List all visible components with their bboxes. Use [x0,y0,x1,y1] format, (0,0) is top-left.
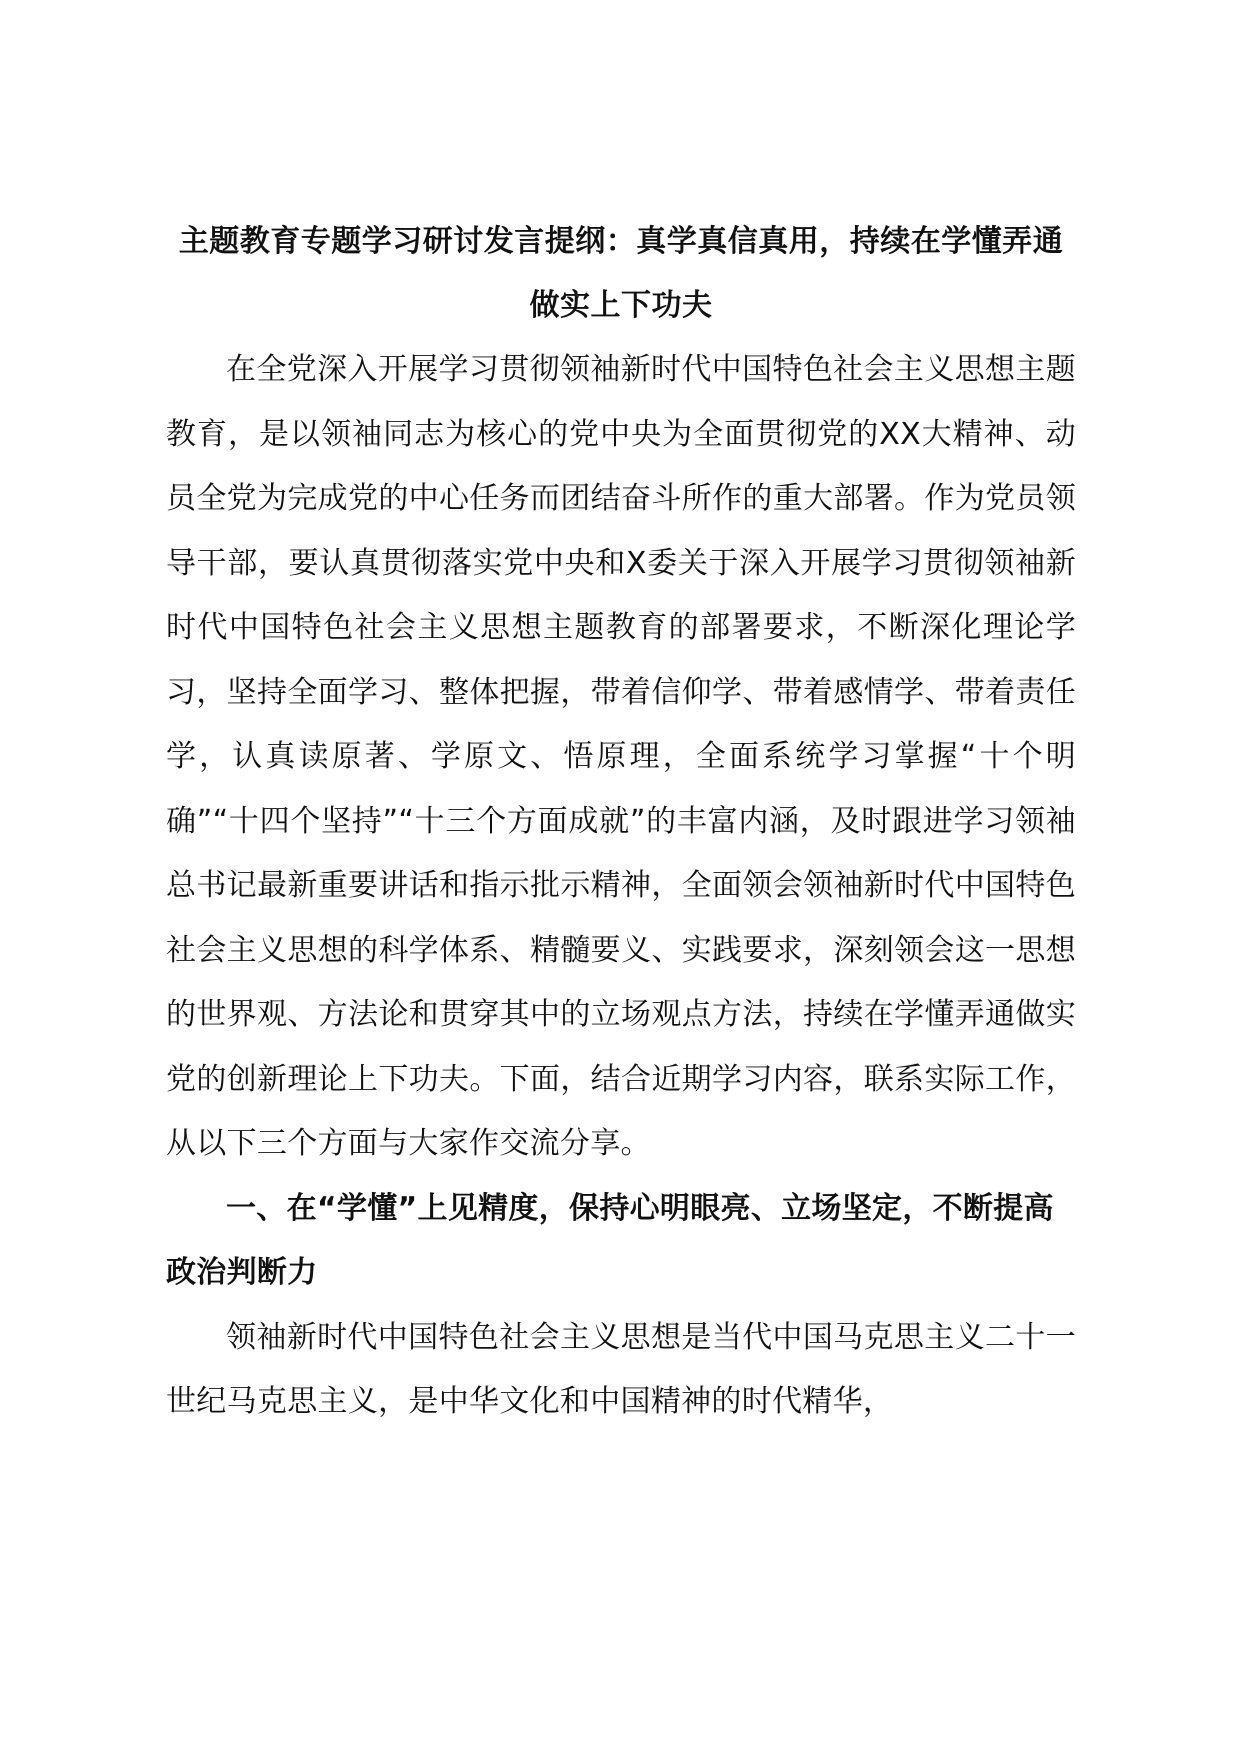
section-heading-1: 一、在“学懂”上见精度，保持心明眼亮、立场坚定，不断提高政治判断力 [166,1190,1054,1290]
document-title: 主题教育专题学习研讨发言提纲：真学真信真用，持续在学懂弄通做实上下功夫 [178,224,1064,323]
document-body [166,210,1076,1435]
section-1-paragraph: 领袖新时代中国特色社会主义思想是当代中国马克思主义二十一世纪马克思主义，是中华文化和中国精神的时代精华， [166,1319,1076,1419]
intro-paragraph: 在全党深入开展学习贯彻领袖新时代中国特色社会主义思想主题教育，是以领袖同志为核心的党中央为全面贯彻党的XX大精神、动员全党为完成党的中心任务而团结奋斗所作的重大部署。作为党员领导干部，要认真贯彻落实党中央和X委关于深入开展学习贯彻领袖新时代中国特色社会主义思想主题教育的部署要求，不断深化理论学习，坚持全面学习、整体把握，带着信仰学、带着感情学、带着责任学，认真读原著、学原文、悟原理，全面系统学习掌握“十个明确”“十四个坚持”“十三个方面成就”的丰富内涵，及时跟进学习领袖总书记最新重要讲话和指示批示精神，全面领会领袖新时代中国特色社会主义思想的科学体系、精髓要义、实践要求，深刻领会这一思想的世界观、方法论和贯穿其中的立场观点方法，持续在学懂弄通做实党的创新理论上下功夫。下面，结合近期学习内容，联系实际工作，从以下三个方面与大家作交流分享。 [166,352,1076,1161]
